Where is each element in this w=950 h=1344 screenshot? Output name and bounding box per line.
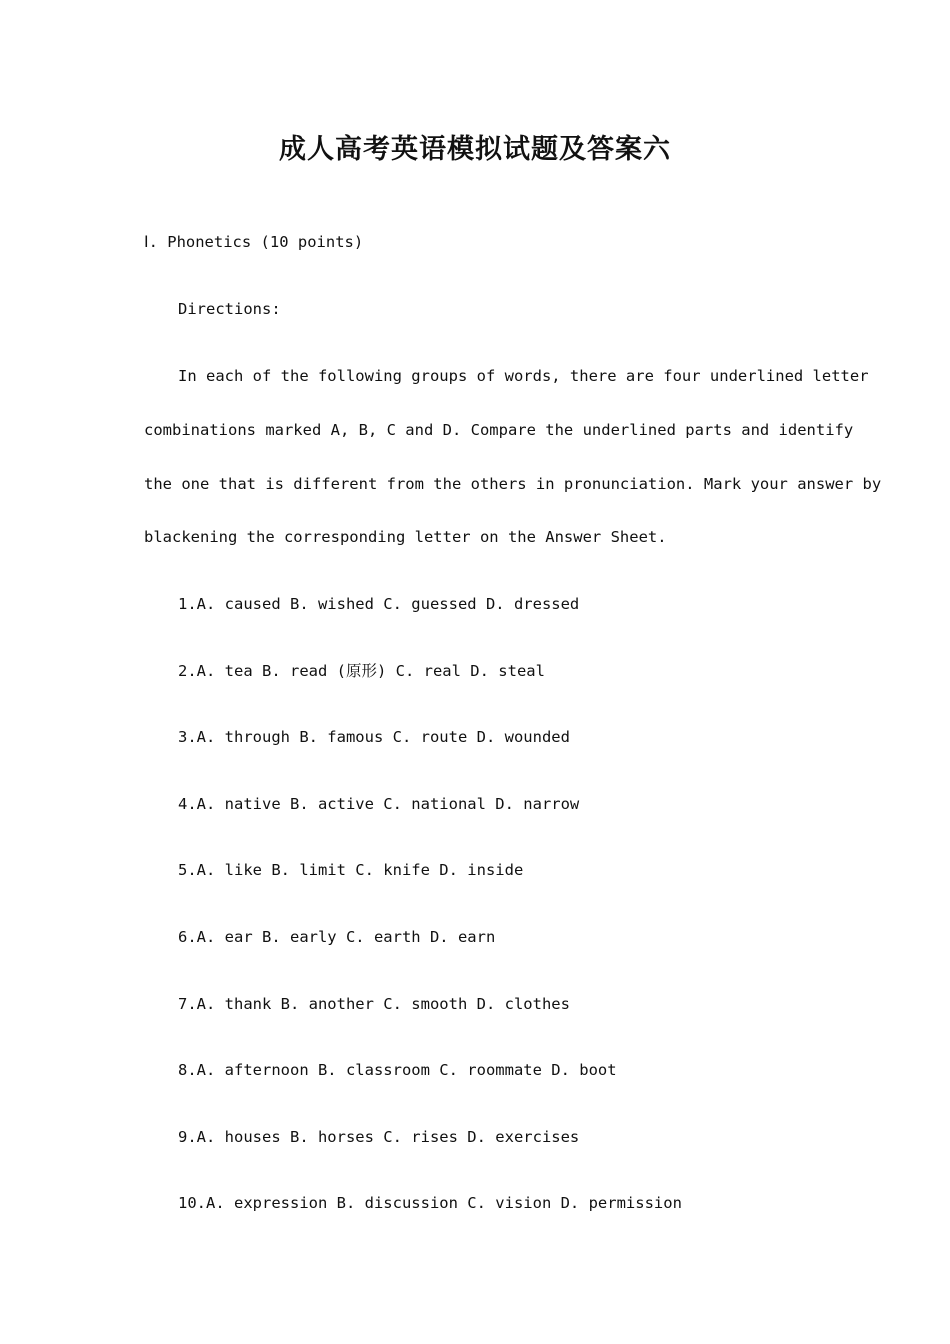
instruction-line: combinations marked A, B, C and D. Compare the underlined parts and identify [144, 421, 854, 439]
question-2: 2.A. tea B. read (原形) C. real D. steal [178, 662, 545, 680]
question-9: 9.A. houses B. horses C. rises D. exercises [178, 1128, 580, 1146]
document-title: 成人高考英语模拟试题及答案六 [279, 134, 671, 165]
question-1: 1.A. caused B. wished C. guessed D. dressed [178, 595, 580, 613]
question-4: 4.A. native B. active C. national D. narrow [178, 795, 580, 813]
question-10: 10.A. expression B. discussion C. vision D. permission [178, 1194, 682, 1212]
instruction-line: In each of the following groups of words, there are four underlined letter [178, 367, 869, 385]
question-5: 5.A. like B. limit C. knife D. inside [178, 861, 524, 879]
question-8: 8.A. afternoon B. classroom C. roommate D. boot [178, 1061, 617, 1079]
question-6: 6.A. ear B. early C. earth D. earn [178, 928, 496, 946]
section-heading: Ⅰ. Phonetics (10 points) [144, 233, 364, 251]
question-7: 7.A. thank B. another C. smooth D. clothes [178, 995, 570, 1013]
instruction-line: the one that is different from the others in pronunciation. Mark your answer by [144, 475, 882, 493]
directions-label: Directions: [178, 300, 281, 318]
question-3: 3.A. through B. famous C. route D. wounded [178, 728, 570, 746]
instruction-line: blackening the corresponding letter on the Answer Sheet. [144, 528, 667, 546]
